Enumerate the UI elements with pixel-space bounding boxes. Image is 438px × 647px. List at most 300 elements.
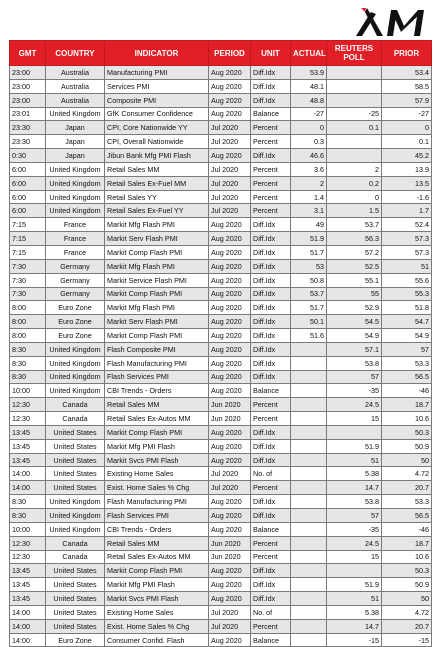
cell-indicator: Markit Comp Flash PMI xyxy=(105,245,209,259)
table-row xyxy=(10,425,432,439)
cell-unit: Diff.Idx xyxy=(251,453,291,467)
cell-indicator: Existing Home Sales xyxy=(105,605,209,619)
cell-period: Aug 2020 xyxy=(209,509,251,523)
cell-indicator: Markit Mfg Flash PMI xyxy=(105,218,209,232)
cell-indicator: Retail Sales Ex-Fuel MM xyxy=(105,176,209,190)
cell-unit: Diff.Idx xyxy=(251,79,291,93)
cell-actual xyxy=(291,370,327,384)
cell-actual xyxy=(291,592,327,606)
header-row xyxy=(10,41,432,66)
cell-period: Aug 2020 xyxy=(209,522,251,536)
cell-period: Aug 2020 xyxy=(209,453,251,467)
table-row xyxy=(10,245,432,259)
cell-period: Aug 2020 xyxy=(209,259,251,273)
cell-prior: 18.7 xyxy=(382,398,432,412)
cell-period: Aug 2020 xyxy=(209,149,251,163)
cell-prior: 13.9 xyxy=(382,162,432,176)
cell-prior: 13.5 xyxy=(382,176,432,190)
header-actual: ACTUAL xyxy=(291,41,327,66)
cell-indicator: Exist. Home Sales % Chg xyxy=(105,481,209,495)
cell-poll: -35 xyxy=(327,384,382,398)
cell-period: Aug 2020 xyxy=(209,66,251,80)
cell-country: United Kingdom xyxy=(46,522,105,536)
cell-country: Australia xyxy=(46,66,105,80)
cell-poll xyxy=(327,564,382,578)
cell-period: Aug 2020 xyxy=(209,356,251,370)
cell-period: Aug 2020 xyxy=(209,93,251,107)
cell-unit: Diff.Idx xyxy=(251,93,291,107)
cell-unit: Percent xyxy=(251,398,291,412)
cell-country: Japan xyxy=(46,135,105,149)
cell-unit: Diff.Idx xyxy=(251,495,291,509)
cell-indicator: CBI Trends - Orders xyxy=(105,384,209,398)
cell-poll: 57 xyxy=(327,370,382,384)
cell-gmt: 13:45 xyxy=(10,425,46,439)
cell-unit: Diff.Idx xyxy=(251,273,291,287)
cell-actual: 48.1 xyxy=(291,79,327,93)
cell-period: Aug 2020 xyxy=(209,329,251,343)
cell-poll: 52.9 xyxy=(327,301,382,315)
cell-prior: 50.3 xyxy=(382,425,432,439)
table-row xyxy=(10,467,432,481)
table-row xyxy=(10,162,432,176)
cell-country: United Kingdom xyxy=(46,176,105,190)
cell-poll: 5.38 xyxy=(327,605,382,619)
cell-indicator: CPI, Core Nationwide YY xyxy=(105,121,209,135)
cell-indicator: Flash Manufacturing PMI xyxy=(105,356,209,370)
cell-period: Aug 2020 xyxy=(209,273,251,287)
cell-period: Jul 2020 xyxy=(209,162,251,176)
cell-unit: Diff.Idx xyxy=(251,564,291,578)
cell-gmt: 23:01 xyxy=(10,107,46,121)
cell-indicator: Consumer Confid. Flash xyxy=(105,633,209,647)
cell-poll: -15 xyxy=(327,633,382,647)
cell-indicator: Jibun Bank Mfg PMI Flash xyxy=(105,149,209,163)
cell-period: Aug 2020 xyxy=(209,218,251,232)
cell-gmt: 13:45 xyxy=(10,592,46,606)
table-row xyxy=(10,564,432,578)
cell-gmt: 14:00 xyxy=(10,633,46,647)
cell-indicator: Markit Comp Flash PMI xyxy=(105,564,209,578)
cell-gmt: 8:30 xyxy=(10,342,46,356)
cell-indicator: Markit Comp Flash PMI xyxy=(105,287,209,301)
cell-prior: 18.7 xyxy=(382,536,432,550)
cell-unit: Diff.Idx xyxy=(251,66,291,80)
cell-gmt: 6:00 xyxy=(10,204,46,218)
cell-country: United States xyxy=(46,453,105,467)
cell-country: Canada xyxy=(46,550,105,564)
cell-country: Japan xyxy=(46,121,105,135)
cell-poll: 51.9 xyxy=(327,439,382,453)
header-gmt: GMT xyxy=(10,41,46,66)
table-row xyxy=(10,509,432,523)
cell-gmt: 12:30 xyxy=(10,550,46,564)
cell-actual xyxy=(291,605,327,619)
cell-actual xyxy=(291,633,327,647)
cell-period: Jul 2020 xyxy=(209,204,251,218)
table-row xyxy=(10,453,432,467)
cell-prior: -15 xyxy=(382,633,432,647)
header-prior: PRIOR xyxy=(382,41,432,66)
cell-actual: -27 xyxy=(291,107,327,121)
cell-country: United Kingdom xyxy=(46,107,105,121)
cell-country: United States xyxy=(46,439,105,453)
cell-gmt: 14:00 xyxy=(10,481,46,495)
cell-period: Jul 2020 xyxy=(209,121,251,135)
cell-gmt: 12:30 xyxy=(10,536,46,550)
cell-prior: 20.7 xyxy=(382,481,432,495)
cell-poll: -35 xyxy=(327,522,382,536)
cell-country: Euro Zone xyxy=(46,633,105,647)
cell-prior: -27 xyxy=(382,107,432,121)
cell-prior: 57.9 xyxy=(382,93,432,107)
cell-actual xyxy=(291,578,327,592)
table-row xyxy=(10,536,432,550)
cell-indicator: Markit Mfg Flash PMI xyxy=(105,301,209,315)
table-row xyxy=(10,287,432,301)
cell-unit: Balance xyxy=(251,107,291,121)
header-reuters-poll: REUTERS POLL xyxy=(327,41,382,66)
cell-period: Jun 2020 xyxy=(209,550,251,564)
cell-gmt: 7:30 xyxy=(10,287,46,301)
cell-gmt: 7:15 xyxy=(10,218,46,232)
cell-country: Canada xyxy=(46,412,105,426)
cell-prior: 10.6 xyxy=(382,412,432,426)
cell-poll: 51 xyxy=(327,592,382,606)
cell-prior: 52.4 xyxy=(382,218,432,232)
table-row xyxy=(10,259,432,273)
cell-poll: 1.5 xyxy=(327,204,382,218)
cell-poll: 15 xyxy=(327,412,382,426)
cell-unit: Balance xyxy=(251,384,291,398)
cell-indicator: Flash Composite PMI xyxy=(105,342,209,356)
table-row xyxy=(10,301,432,315)
table-row xyxy=(10,66,432,80)
cell-indicator: GfK Consumer Confidence xyxy=(105,107,209,121)
cell-prior: 55.6 xyxy=(382,273,432,287)
table-row xyxy=(10,107,432,121)
table-row xyxy=(10,218,432,232)
cell-period: Jul 2020 xyxy=(209,467,251,481)
cell-actual: 3.6 xyxy=(291,162,327,176)
xm-logo-mark xyxy=(352,6,432,38)
table-row xyxy=(10,176,432,190)
cell-period: Aug 2020 xyxy=(209,425,251,439)
table-row xyxy=(10,592,432,606)
cell-indicator: Retail Sales Ex-Fuel YY xyxy=(105,204,209,218)
cell-actual: 53.9 xyxy=(291,66,327,80)
cell-indicator: Retail Sales YY xyxy=(105,190,209,204)
cell-actual: 50.1 xyxy=(291,315,327,329)
cell-prior: 4.72 xyxy=(382,467,432,481)
cell-gmt: 7:15 xyxy=(10,245,46,259)
cell-unit: Diff.Idx xyxy=(251,218,291,232)
cell-indicator: Retail Sales MM xyxy=(105,398,209,412)
cell-poll: 52.5 xyxy=(327,259,382,273)
cell-unit: Percent xyxy=(251,619,291,633)
cell-country: United States xyxy=(46,481,105,495)
cell-actual xyxy=(291,536,327,550)
table-row xyxy=(10,93,432,107)
cell-country: Germany xyxy=(46,287,105,301)
cell-unit: Percent xyxy=(251,550,291,564)
cell-country: United Kingdom xyxy=(46,190,105,204)
table-row xyxy=(10,481,432,495)
cell-actual: 46.6 xyxy=(291,149,327,163)
cell-prior: 56.5 xyxy=(382,370,432,384)
cell-gmt: 23:00 xyxy=(10,93,46,107)
cell-unit: Diff.Idx xyxy=(251,287,291,301)
cell-poll: 0 xyxy=(327,190,382,204)
cell-prior: 0.1 xyxy=(382,135,432,149)
cell-gmt: 10:00 xyxy=(10,384,46,398)
cell-unit: Diff.Idx xyxy=(251,232,291,246)
cell-gmt: 23:30 xyxy=(10,121,46,135)
cell-actual: 53 xyxy=(291,259,327,273)
cell-gmt: 23:00 xyxy=(10,66,46,80)
cell-poll: 51.9 xyxy=(327,578,382,592)
cell-actual xyxy=(291,509,327,523)
cell-indicator: Markit Svcs PMI Flash xyxy=(105,453,209,467)
cell-poll: 51 xyxy=(327,453,382,467)
cell-unit: Percent xyxy=(251,162,291,176)
cell-indicator: Retail Sales MM xyxy=(105,536,209,550)
cell-prior: 53.3 xyxy=(382,356,432,370)
cell-unit: Diff.Idx xyxy=(251,439,291,453)
cell-country: United States xyxy=(46,605,105,619)
cell-indicator: Retail Sales Ex-Autos MM xyxy=(105,412,209,426)
table-row xyxy=(10,370,432,384)
cell-actual: 1.4 xyxy=(291,190,327,204)
table-row xyxy=(10,605,432,619)
cell-country: France xyxy=(46,245,105,259)
cell-period: Jun 2020 xyxy=(209,398,251,412)
cell-actual xyxy=(291,412,327,426)
cell-country: France xyxy=(46,232,105,246)
table-row xyxy=(10,190,432,204)
cell-country: Euro Zone xyxy=(46,301,105,315)
cell-poll xyxy=(327,66,382,80)
economic-calendar-table xyxy=(9,40,432,647)
cell-country: United States xyxy=(46,425,105,439)
cell-poll: 53.7 xyxy=(327,218,382,232)
cell-poll: 2 xyxy=(327,162,382,176)
cell-indicator: Manufacturing PMI xyxy=(105,66,209,80)
cell-period: Aug 2020 xyxy=(209,232,251,246)
cell-actual xyxy=(291,550,327,564)
table-row xyxy=(10,342,432,356)
cell-poll: 0.1 xyxy=(327,121,382,135)
cell-unit: Percent xyxy=(251,412,291,426)
cell-country: United States xyxy=(46,578,105,592)
cell-unit: Balance xyxy=(251,633,291,647)
table-row xyxy=(10,384,432,398)
cell-period: Aug 2020 xyxy=(209,564,251,578)
cell-unit: Percent xyxy=(251,135,291,149)
cell-prior: 54.9 xyxy=(382,329,432,343)
cell-indicator: Flash Services PMI xyxy=(105,370,209,384)
cell-unit: Diff.Idx xyxy=(251,259,291,273)
cell-actual: 48.8 xyxy=(291,93,327,107)
cell-poll: 56.3 xyxy=(327,232,382,246)
cell-country: United States xyxy=(46,592,105,606)
cell-period: Jun 2020 xyxy=(209,536,251,550)
cell-gmt: 10:00 xyxy=(10,522,46,536)
cell-actual xyxy=(291,356,327,370)
cell-poll: 14.7 xyxy=(327,619,382,633)
cell-actual: 51.6 xyxy=(291,329,327,343)
cell-indicator: CBI Trends - Orders xyxy=(105,522,209,536)
cell-unit: Balance xyxy=(251,522,291,536)
cell-period: Aug 2020 xyxy=(209,245,251,259)
cell-indicator: Markit Comp Flash PMI xyxy=(105,329,209,343)
cell-gmt: 14:00 xyxy=(10,467,46,481)
cell-unit: Diff.Idx xyxy=(251,329,291,343)
table-row xyxy=(10,619,432,633)
cell-gmt: 8:00 xyxy=(10,301,46,315)
table-row xyxy=(10,398,432,412)
cell-prior: 50 xyxy=(382,592,432,606)
cell-prior: 54.7 xyxy=(382,315,432,329)
cell-period: Aug 2020 xyxy=(209,633,251,647)
cell-country: Japan xyxy=(46,149,105,163)
cell-gmt: 7:30 xyxy=(10,259,46,273)
cell-gmt: 8:00 xyxy=(10,315,46,329)
cell-unit: Diff.Idx xyxy=(251,509,291,523)
cell-period: Jul 2020 xyxy=(209,190,251,204)
cell-poll: 0.2 xyxy=(327,176,382,190)
cell-poll: 5.38 xyxy=(327,467,382,481)
cell-unit: Diff.Idx xyxy=(251,245,291,259)
cell-actual xyxy=(291,564,327,578)
cell-poll: 54.5 xyxy=(327,315,382,329)
cell-prior: 53.4 xyxy=(382,66,432,80)
cell-poll: 55 xyxy=(327,287,382,301)
cell-period: Aug 2020 xyxy=(209,578,251,592)
cell-prior: -1.6 xyxy=(382,190,432,204)
cell-poll xyxy=(327,149,382,163)
cell-actual xyxy=(291,522,327,536)
cell-actual: 0.3 xyxy=(291,135,327,149)
cell-prior: 1.7 xyxy=(382,204,432,218)
cell-indicator: Markit Svcs PMI Flash xyxy=(105,592,209,606)
table-row xyxy=(10,439,432,453)
cell-prior: 56.5 xyxy=(382,509,432,523)
cell-actual: 0 xyxy=(291,121,327,135)
cell-period: Aug 2020 xyxy=(209,384,251,398)
cell-country: United States xyxy=(46,564,105,578)
table-row xyxy=(10,522,432,536)
table-row xyxy=(10,356,432,370)
cell-gmt: 6:00 xyxy=(10,176,46,190)
cell-gmt: 14:00 xyxy=(10,619,46,633)
cell-actual xyxy=(291,384,327,398)
cell-period: Aug 2020 xyxy=(209,439,251,453)
cell-country: United Kingdom xyxy=(46,356,105,370)
cell-indicator: Services PMI xyxy=(105,79,209,93)
cell-indicator: Markit Mfg PMI Flash xyxy=(105,578,209,592)
cell-poll: 24.5 xyxy=(327,536,382,550)
cell-prior: 20.7 xyxy=(382,619,432,633)
cell-country: Germany xyxy=(46,259,105,273)
cell-actual: 49 xyxy=(291,218,327,232)
cell-poll: 53.8 xyxy=(327,356,382,370)
cell-period: Jun 2020 xyxy=(209,412,251,426)
cell-gmt: 13:45 xyxy=(10,439,46,453)
cell-unit: Percent xyxy=(251,176,291,190)
cell-gmt: 7:15 xyxy=(10,232,46,246)
table-row xyxy=(10,204,432,218)
cell-prior: 4.72 xyxy=(382,605,432,619)
cell-gmt: 12:30 xyxy=(10,398,46,412)
cell-unit: Diff.Idx xyxy=(251,342,291,356)
cell-period: Aug 2020 xyxy=(209,592,251,606)
cell-period: Jul 2020 xyxy=(209,605,251,619)
cell-unit: Diff.Idx xyxy=(251,370,291,384)
table-row xyxy=(10,79,432,93)
header-period: PERIOD xyxy=(209,41,251,66)
cell-poll xyxy=(327,135,382,149)
cell-country: United Kingdom xyxy=(46,495,105,509)
cell-actual xyxy=(291,398,327,412)
cell-poll: 57 xyxy=(327,509,382,523)
cell-country: United Kingdom xyxy=(46,384,105,398)
table-row xyxy=(10,121,432,135)
cell-poll: 24.5 xyxy=(327,398,382,412)
cell-unit: No. of xyxy=(251,605,291,619)
cell-poll: 57.1 xyxy=(327,342,382,356)
cell-gmt: 7:30 xyxy=(10,273,46,287)
cell-gmt: 8:30 xyxy=(10,356,46,370)
cell-poll: 15 xyxy=(327,550,382,564)
cell-poll: 54.9 xyxy=(327,329,382,343)
cell-actual: 2 xyxy=(291,176,327,190)
cell-actual xyxy=(291,342,327,356)
cell-period: Jul 2020 xyxy=(209,135,251,149)
cell-prior: 57 xyxy=(382,342,432,356)
cell-gmt: 0:30 xyxy=(10,149,46,163)
cell-gmt: 13:45 xyxy=(10,578,46,592)
cell-poll: 57.2 xyxy=(327,245,382,259)
table-row xyxy=(10,315,432,329)
cell-indicator: Markit Serv Flash PMI xyxy=(105,232,209,246)
cell-period: Aug 2020 xyxy=(209,287,251,301)
cell-country: Euro Zone xyxy=(46,329,105,343)
cell-actual: 51.7 xyxy=(291,245,327,259)
table-row xyxy=(10,232,432,246)
cell-actual xyxy=(291,439,327,453)
cell-gmt: 14:00 xyxy=(10,605,46,619)
cell-unit: Diff.Idx xyxy=(251,149,291,163)
cell-indicator: Markit Serv Flash PMI xyxy=(105,315,209,329)
cell-period: Aug 2020 xyxy=(209,301,251,315)
cell-actual: 50.8 xyxy=(291,273,327,287)
cell-unit: Diff.Idx xyxy=(251,578,291,592)
cell-country: United States xyxy=(46,467,105,481)
xm-logo xyxy=(352,6,432,38)
cell-poll: 53.8 xyxy=(327,495,382,509)
cell-period: Aug 2020 xyxy=(209,342,251,356)
cell-prior: 58.5 xyxy=(382,79,432,93)
cell-prior: 0 xyxy=(382,121,432,135)
calendar-body xyxy=(10,66,432,647)
cell-poll: 55.1 xyxy=(327,273,382,287)
table-row xyxy=(10,633,432,647)
cell-indicator: Markit Service Flash PMI xyxy=(105,273,209,287)
table-row xyxy=(10,273,432,287)
cell-indicator: Composite PMI xyxy=(105,93,209,107)
header-indicator: INDICATOR xyxy=(105,41,209,66)
